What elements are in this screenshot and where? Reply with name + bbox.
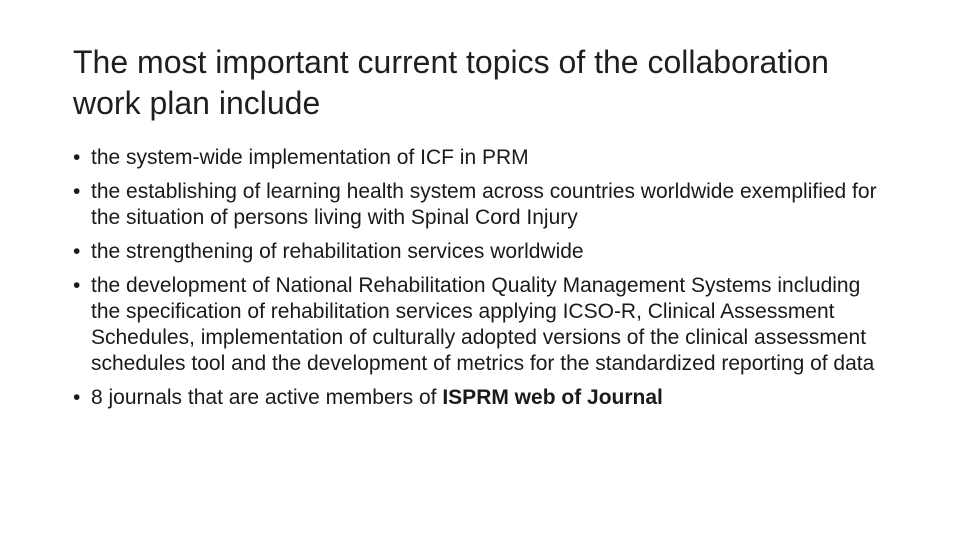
bullet-icon: • [73, 386, 81, 409]
slide-title: The most important current topics of the collaboration work plan include [73, 44, 829, 121]
bullet-icon: • [73, 146, 81, 169]
bullet-list [73, 145, 893, 419]
bullet-icon: • [73, 274, 81, 297]
list-item [73, 239, 893, 265]
bullet-text: the establishing of learning health system across countries worldwide exemplified for the situation of persons living with Spinal Cord Injury [91, 180, 877, 229]
bullet-text: the strengthening of rehabilitation services worldwide [91, 240, 584, 263]
list-item [73, 145, 893, 171]
list-item [73, 385, 893, 411]
list-item [73, 273, 893, 377]
bullet-icon: • [73, 240, 81, 263]
list-item [73, 179, 893, 231]
bullet-icon: • [73, 180, 81, 203]
bullet-text: the development of National Rehabilitation Quality Management Systems including the specification of rehabilitation services applying ICSO-R, Clinical Assessment Schedules, implementation of culturally adopted versions of the clinical assessment schedules tool and the development of metrics for the standardized reporting of data [91, 274, 875, 375]
bullet-text: the system-wide implementation of ICF in PRM [91, 146, 529, 169]
journal-network-name: ISPRM web of Journal [442, 386, 663, 409]
bullet-text: 8 journals that are active members of [91, 386, 443, 409]
